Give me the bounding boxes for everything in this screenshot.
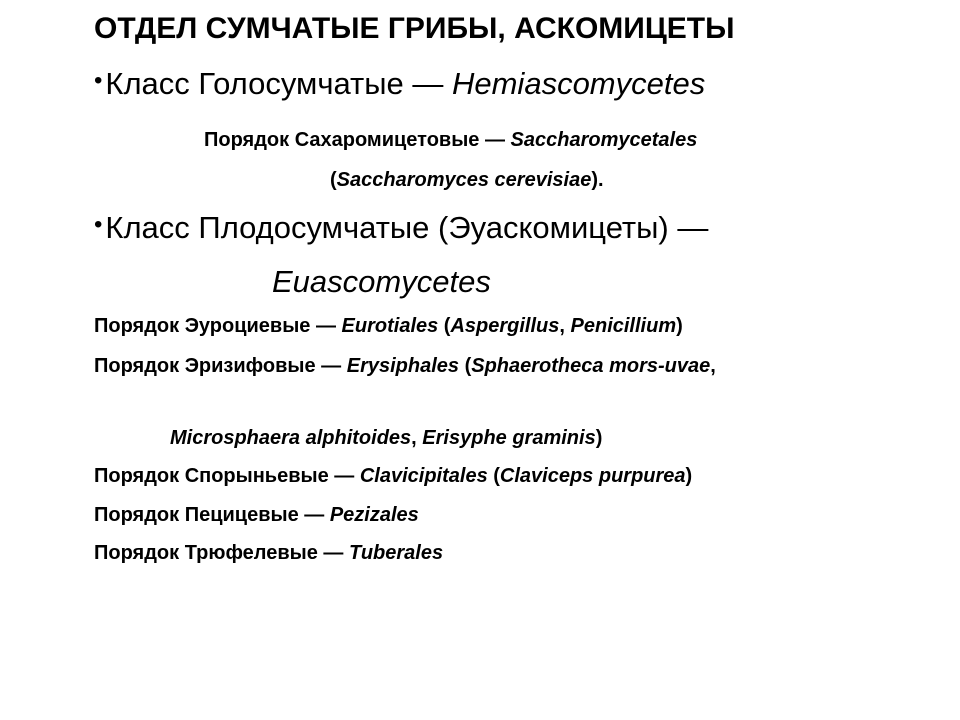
order-erysiphales-continued xyxy=(170,428,602,448)
class-euascomycetes xyxy=(94,212,708,243)
class-euascomycetes-latin xyxy=(272,266,491,297)
class-name-latin: Hemiascomycetes xyxy=(451,66,706,101)
paren-open: ( xyxy=(438,315,451,337)
class-hemiascomycetes xyxy=(94,68,705,99)
order-name-ru: Порядок Сахаромицетовые — xyxy=(204,129,511,151)
genus-name: Penicillium xyxy=(570,315,677,337)
species-name: Claviceps purpurea xyxy=(499,465,686,487)
genus-name: Aspergillus xyxy=(450,315,560,337)
order-name-latin: Clavicipitales xyxy=(359,465,488,487)
species-name: Microsphaera alphitoides xyxy=(170,427,412,449)
species-name: Erisyphe graminis xyxy=(422,427,596,449)
species-name: Sphaerotheca mors-uvae xyxy=(471,355,711,377)
order-eurotiales xyxy=(94,316,683,336)
paren-close: ) xyxy=(685,465,693,487)
bullet: • xyxy=(94,67,103,94)
paren-open: ( xyxy=(330,169,337,191)
paren-open: ( xyxy=(459,355,472,377)
separator: , xyxy=(710,355,716,377)
order-name-latin: Saccharomycetales xyxy=(510,129,698,151)
class-name-ru: Класс Голосумчатые — xyxy=(105,66,452,101)
order-name-latin: Erysiphales xyxy=(346,355,460,377)
order-name-ru: Порядок Трюфелевые — xyxy=(94,542,349,564)
order-tuberales xyxy=(94,543,443,563)
paren-open: ( xyxy=(487,465,500,487)
paren-close: ) xyxy=(676,315,683,337)
order-name-ru: Порядок Пецицевые — xyxy=(94,504,330,526)
separator: , xyxy=(559,315,571,337)
order-saccharomycetales xyxy=(204,130,697,150)
order-name-ru: Порядок Спорыньевые — xyxy=(94,465,360,487)
bullet: • xyxy=(94,211,103,238)
order-clavicipitales xyxy=(94,466,692,486)
order-pezizales xyxy=(94,505,419,525)
order-name-latin: Pezizales xyxy=(329,504,419,526)
order-name-latin: Eurotiales xyxy=(341,315,439,337)
paren-close: ) xyxy=(595,427,603,449)
order-name-ru: Порядок Эризифовые — xyxy=(94,355,347,377)
species-name: Saccharomyces cerevisiae xyxy=(336,169,592,191)
class-name-ru: Класс Плодосумчатые (Эуаскомицеты) — xyxy=(105,210,709,245)
order-saccharomycetales-example xyxy=(330,170,604,190)
class-name-latin: Euascomycetes xyxy=(272,264,491,299)
paren-close: ). xyxy=(591,169,604,191)
order-name-latin: Tuberales xyxy=(348,542,444,564)
separator: , xyxy=(411,427,423,449)
order-name-ru: Порядок Эуроциевые — xyxy=(94,315,342,337)
slide-title: ОТДЕЛ СУМЧАТЫЕ ГРИБЫ, АСКОМИЦЕТЫ xyxy=(94,12,735,45)
order-erysiphales xyxy=(94,356,716,376)
